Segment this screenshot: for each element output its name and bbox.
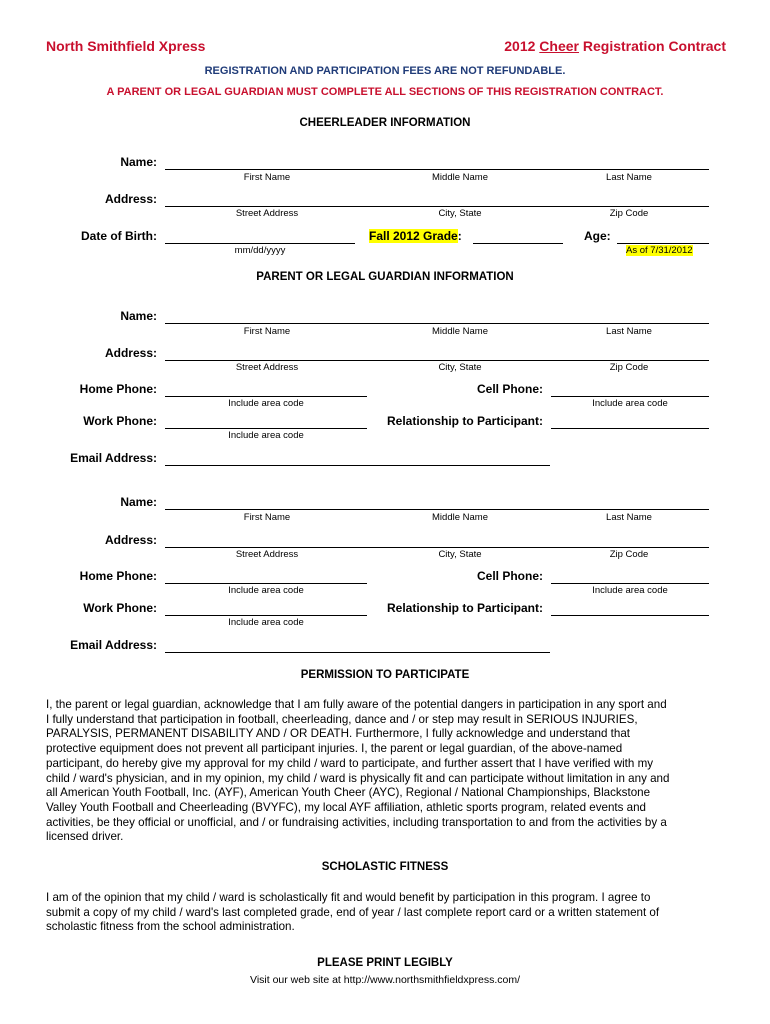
guardian1-address-input[interactable]	[165, 347, 709, 361]
guardian1-home-phone-label: Home Phone:	[79, 382, 157, 396]
dob-format-caption: mm/dd/yyyy	[234, 245, 286, 256]
age-label: Age:	[584, 229, 611, 243]
grade-label-colon: :	[457, 229, 462, 243]
scholastic-line: scholastic fitness from the school administration.	[46, 920, 295, 934]
guardian2-name-input[interactable]	[165, 496, 709, 510]
guardian1-city-state-caption: City, State	[438, 362, 482, 373]
guardian1-name-label: Name:	[120, 309, 157, 323]
guardian2-email-input[interactable]	[165, 639, 550, 653]
permission-line: I, the parent or legal guardian, acknowledge that I am fully aware of the potential dangers in participation in any sport and	[46, 698, 667, 711]
permission-line: activities, be they official or unofficial, and / or fundraising activities, including transportation to and from the activities by a	[46, 815, 667, 829]
grade-input[interactable]	[473, 230, 563, 244]
age-input[interactable]	[617, 230, 709, 244]
guardian2-address-input[interactable]	[165, 534, 709, 548]
guardian2-address-label: Address:	[104, 533, 157, 547]
cheer-address-label: Address:	[104, 192, 157, 206]
guardian-notice: A PARENT OR LEGAL GUARDIAN MUST COMPLETE ALL SECTIONS OF THIS REGISTRATION CONTRACT.	[106, 86, 664, 98]
guardian1-middle-name-caption: Middle Name	[432, 326, 488, 337]
guardian2-work-phone-label: Work Phone:	[83, 601, 157, 615]
permission-line: I fully understand that participation in football, cheerleading, dance and / or step may result in SERIOUS INJURIES,	[46, 712, 638, 726]
cheer-address-input[interactable]	[165, 193, 709, 207]
cheer-middle-name-caption: Middle Name	[432, 172, 488, 183]
guardian1-relationship-input[interactable]	[551, 415, 709, 429]
guardian1-street-caption: Street Address	[235, 362, 299, 373]
cheer-first-name-caption: First Name	[243, 172, 291, 183]
cheer-zip-caption: Zip Code	[609, 208, 649, 219]
guardian1-cell-phone-input[interactable]	[551, 383, 709, 397]
permission-line: protective equipment does not prevent all participant injuries. I, the parent or legal guardian, of the above-named	[46, 742, 623, 756]
guardian1-home-phone-input[interactable]	[165, 383, 367, 397]
permission-paragraph	[46, 698, 728, 845]
guardian2-street-caption: Street Address	[235, 549, 299, 560]
website-note: Visit our web site at http://www.northsmithfieldxpress.com/	[250, 974, 520, 986]
scholastic-paragraph	[46, 891, 728, 935]
guardian2-middle-name-caption: Middle Name	[432, 512, 488, 523]
guardian2-last-name-caption: Last Name	[606, 512, 652, 523]
guardian1-cell-area-code-caption: Include area code	[592, 398, 668, 409]
guardian1-first-name-caption: First Name	[243, 326, 291, 337]
document-title	[504, 38, 726, 54]
title-sport: Cheer	[539, 38, 579, 54]
permission-line: all American Youth Football, Inc. (AYF), American Youth Cheer (AYC), Regional / National Championships, Blackstone	[46, 786, 651, 800]
guardian2-home-phone-input[interactable]	[165, 570, 367, 584]
permission-heading: PERMISSION TO PARTICIPATE	[300, 669, 470, 681]
guardian2-name-label: Name:	[120, 495, 157, 509]
scholastic-line: submit a copy of my child / ward's last completed grade, end of year / last complete report card or a written statement of	[46, 905, 660, 919]
dob-input[interactable]	[165, 230, 355, 244]
guardian1-email-input[interactable]	[165, 452, 550, 466]
guardian2-city-state-caption: City, State	[438, 549, 482, 560]
guardian2-cell-area-code-caption: Include area code	[592, 585, 668, 596]
permission-line: licensed driver.	[46, 830, 124, 844]
guardian1-work-phone-input[interactable]	[165, 415, 367, 429]
guardian2-relationship-input[interactable]	[551, 602, 709, 616]
cheer-city-state-caption: City, State	[438, 208, 482, 219]
guardian2-relationship-label: Relationship to Participant:	[386, 601, 543, 615]
grade-label-text: Fall 2012 Grade	[369, 229, 458, 243]
guardian1-cell-phone-label: Cell Phone:	[476, 382, 543, 396]
scholastic-line: I am of the opinion that my child / ward is scholastically fit and would benefit by participation in this program. I agree to	[46, 891, 651, 904]
guardian1-work-phone-label: Work Phone:	[83, 414, 157, 428]
title-year: 2012	[504, 38, 536, 54]
guardian2-email-label: Email Address:	[70, 638, 157, 652]
organization-name: North Smithfield Xpress	[46, 38, 206, 54]
cheer-street-caption: Street Address	[235, 208, 299, 219]
guardian1-zip-caption: Zip Code	[609, 362, 649, 373]
guardian1-work-area-code-caption: Include area code	[228, 430, 304, 441]
permission-line: Valley Youth Football and Cheerleading (BVYFC), my local AYF affiliation, athletic sports program, related events and	[46, 800, 646, 814]
age-note: As of 7/31/2012	[626, 245, 693, 256]
guardian1-home-area-code-caption: Include area code	[228, 398, 304, 409]
guardian2-cell-phone-label: Cell Phone:	[476, 569, 543, 583]
guardian2-zip-caption: Zip Code	[609, 549, 649, 560]
fees-notice: REGISTRATION AND PARTICIPATION FEES ARE NOT REFUNDABLE.	[204, 65, 566, 77]
guardian1-name-input[interactable]	[165, 310, 709, 324]
guardian2-work-phone-input[interactable]	[165, 602, 367, 616]
cheerleader-heading: CHEERLEADER INFORMATION	[299, 117, 471, 129]
cheer-name-input[interactable]	[165, 156, 709, 170]
cheer-last-name-caption: Last Name	[606, 172, 652, 183]
cheer-name-label: Name:	[120, 155, 157, 169]
scholastic-heading: SCHOLASTIC FITNESS	[321, 861, 449, 873]
guardian2-work-area-code-caption: Include area code	[228, 617, 304, 628]
guardian2-home-phone-label: Home Phone:	[79, 569, 157, 583]
print-legibly-note: PLEASE PRINT LEGIBLY	[317, 957, 453, 969]
guardian2-first-name-caption: First Name	[243, 512, 291, 523]
guardian2-cell-phone-input[interactable]	[551, 570, 709, 584]
dob-label: Date of Birth:	[81, 229, 157, 243]
grade-label	[369, 229, 462, 243]
guardian1-relationship-label: Relationship to Participant:	[386, 414, 543, 428]
permission-line: child / ward's physician, and in my opinion, my child / ward is physically fit and can participate without limitation in any and	[46, 771, 670, 785]
guardian1-address-label: Address:	[104, 346, 157, 360]
title-rest: Registration Contract	[582, 38, 726, 54]
permission-line: PARALYSIS, PERMANENT DISABILITY AND / OR DEATH. Furthermore, I fully acknowledge and understand that	[46, 727, 630, 741]
guardian1-last-name-caption: Last Name	[606, 326, 652, 337]
guardian2-home-area-code-caption: Include area code	[228, 585, 304, 596]
permission-line: participant, do hereby give my approval for my child / ward to participate, and further assert that I have verified with my	[46, 756, 654, 770]
guardian-heading: PARENT OR LEGAL GUARDIAN INFORMATION	[256, 271, 514, 283]
guardian1-email-label: Email Address:	[70, 451, 157, 465]
